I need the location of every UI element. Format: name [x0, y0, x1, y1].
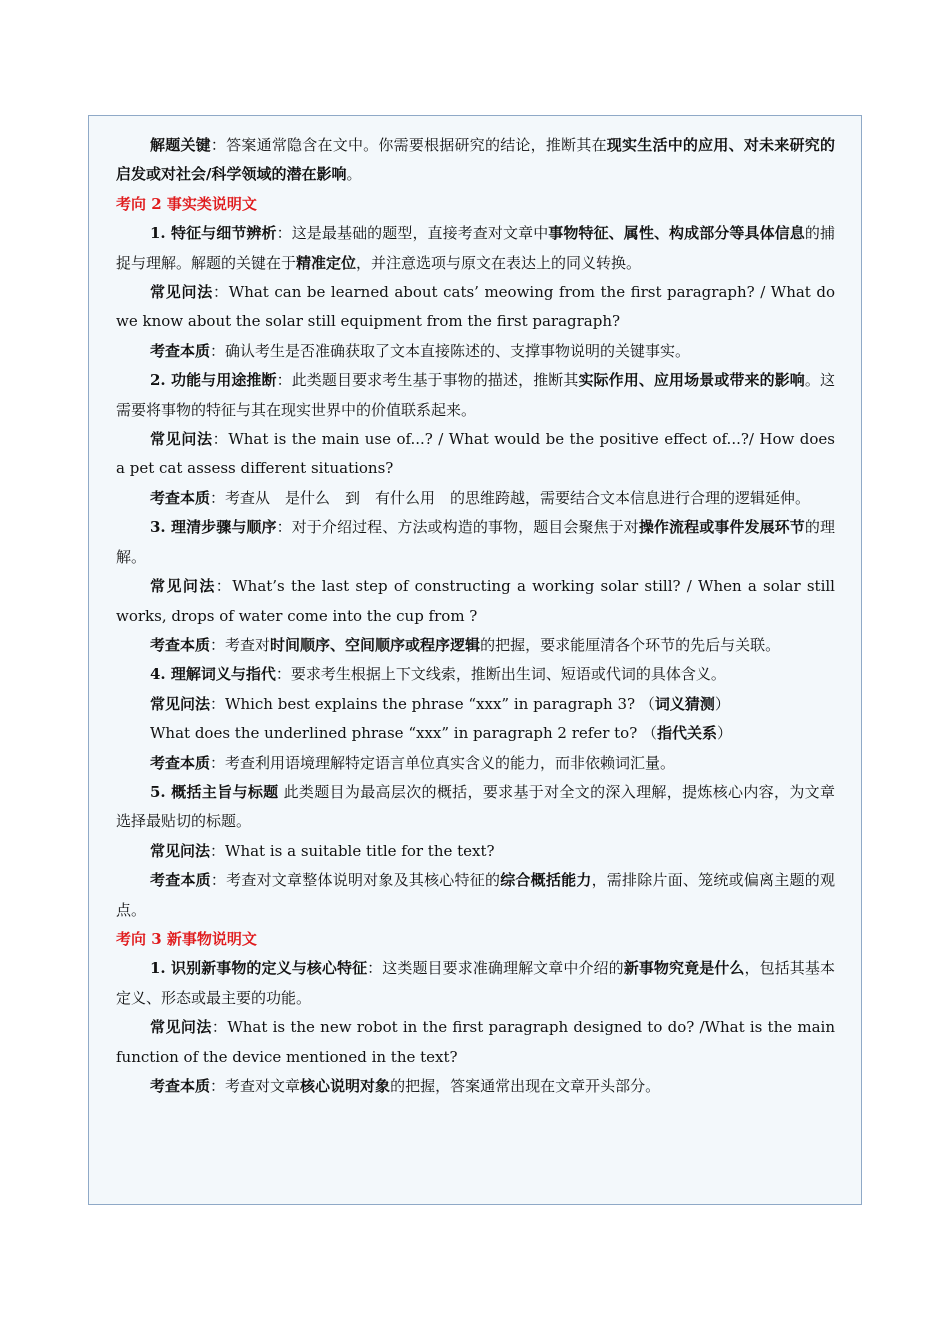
- item-2-q-text: What is the main use of...? / What would be the positive effect of...?/ How does a pet cat assess different situations?: [116, 430, 835, 478]
- item-4-question-2: [116, 719, 835, 748]
- item-5-e-text-2: ，需排除片面、笼统或偏离主题的观点。: [116, 871, 835, 919]
- item-2-text-2: 。这需要将事物的特征与其在现实世界中的价值联系起来。: [116, 371, 835, 419]
- intro-text-1: 答案通常隐含在文中。你需要根据研究的结论，推断其在: [226, 136, 607, 154]
- intro-bold-1: 现实生活中的应用、对未来研究的启发或对社会/科学领域的潜在影响: [116, 136, 835, 184]
- item-2-q-sep: ：: [212, 430, 229, 449]
- intro-sep: ：: [210, 136, 227, 154]
- item-4-essence: [116, 749, 835, 778]
- item-4-sep: ：: [275, 665, 291, 684]
- item-4-paragraph: [116, 660, 835, 689]
- item-1-e-label: 考查本质: [150, 341, 211, 360]
- item-3-heading: 3. 理清步骤与顺序: [150, 518, 277, 537]
- item-4-q-text-2: What does the underlined phrase “xxx” in paragraph 2 refer to? （: [150, 724, 658, 743]
- item-2-question: [116, 425, 835, 484]
- item-1-q-sep: ：: [213, 283, 229, 302]
- item-3-q-text: What’s the last step of constructing a working solar still? / When a solar still works, drops of water come into the cup from ?: [116, 577, 835, 625]
- item-1-question: [116, 278, 835, 337]
- item-3-q-sep: ：: [215, 577, 233, 596]
- s3-item-1-text-1: 这类题目要求准确理解文章中介绍的: [382, 959, 624, 978]
- item-1-bold-2: 精准定位: [296, 253, 357, 272]
- s3-item-1-paragraph: [116, 954, 835, 1013]
- item-5-question: [116, 837, 835, 866]
- item-4-q-text-1: Which best explains the phrase “xxx” in paragraph 3? （: [225, 694, 655, 713]
- item-3-essence: [116, 631, 835, 660]
- item-1-q-text: What can be learned about cats’ meowing from the first paragraph? / What do we know about the solar still equipment from the first paragraph?: [116, 283, 835, 331]
- intro-text-2: 。: [346, 165, 362, 184]
- item-2-bold-1: 实际作用、应用场景或带来的影响: [578, 371, 805, 390]
- item-4-q-label: 常见问法: [150, 694, 211, 713]
- item-4-q-text-2b: ）: [717, 724, 733, 743]
- intro-paragraph: [116, 131, 835, 190]
- s3-item-1-e-sep: ：: [210, 1077, 226, 1095]
- item-3-e-label: 考查本质: [150, 635, 211, 654]
- item-2-heading: 2. 功能与用途推断: [150, 371, 277, 390]
- item-1-text-2: 的捕捉与理解。解题的关键在于: [116, 224, 835, 272]
- item-3-text-1: 对于介绍过程、方法或构造的事物，题目会聚焦于对: [291, 518, 639, 537]
- item-3-q-label: 常见问法: [150, 577, 216, 596]
- item-1-paragraph: [116, 219, 835, 278]
- s3-item-1-heading: 1. 识别新事物的定义与核心特征: [150, 959, 368, 978]
- item-3-e-bold-1: 时间顺序、空间顺序或程序逻辑: [270, 635, 481, 654]
- item-5-paragraph: [116, 778, 835, 837]
- item-1-sep: ：: [276, 224, 292, 243]
- item-2-e-label: 考查本质: [150, 488, 211, 507]
- item-1-bold-1: 事物特征、属性、构成部分等具体信息: [548, 224, 805, 243]
- s3-item-1-bold-1: 新事物究竟是什么: [623, 959, 745, 978]
- item-3-question: [116, 572, 835, 631]
- item-5-q-sep: ：: [210, 841, 226, 860]
- item-2-text-1: 此类题目要求考生基于事物的描述，推断其: [291, 371, 579, 390]
- s3-item-1-e-label: 考查本质: [150, 1077, 211, 1095]
- item-2-e-sep: ：: [210, 488, 226, 507]
- item-1-text-3: ，并注意选项与原文在表达上的同义转换。: [356, 253, 642, 272]
- item-5-e-label: 考查本质: [150, 871, 211, 890]
- item-2-paragraph: [116, 366, 835, 425]
- s3-item-1-sep: ：: [367, 959, 383, 978]
- section-3-title: 考向 3 新事物说明文: [116, 929, 257, 948]
- item-1-e-sep: ：: [210, 341, 226, 360]
- item-2-sep: ：: [276, 371, 292, 390]
- section-2-title: 考向 2 事实类说明文: [116, 194, 257, 213]
- content-box: [88, 115, 862, 1205]
- s3-item-1-q-label: 常见问法: [150, 1018, 212, 1037]
- item-1-heading: 1. 特征与细节辨析: [150, 224, 277, 243]
- item-5-e-text-1: 考查对文章整体说明对象及其核心特征的: [226, 871, 501, 890]
- item-5-q-label: 常见问法: [150, 841, 211, 860]
- item-4-heading: 4. 理解词义与指代: [150, 665, 276, 684]
- item-4-q-sep: ：: [210, 694, 226, 713]
- item-3-e-text-2: 的把握，要求能厘清各个环节的先后与关联。: [480, 635, 781, 654]
- item-2-e-text: 考查从 是什么 到 有什么用 的思维跨越，需要结合文本信息进行合理的逻辑延伸。: [225, 488, 811, 507]
- item-5-q-text: What is a suitable title for the text?: [225, 841, 495, 860]
- item-5-e-bold-1: 综合概括能力: [500, 871, 592, 890]
- s3-item-1-question: [116, 1013, 835, 1072]
- item-4-e-text: 考查利用语境理解特定语言单位真实含义的能力，而非依赖词汇量。: [225, 753, 676, 772]
- item-2-q-label: 常见问法: [150, 430, 213, 449]
- s3-item-1-q-text: What is the new robot in the first paragraph designed to do? /What is the main function of the device mentioned in the text?: [116, 1018, 835, 1066]
- intro-label: 解题关键: [150, 136, 211, 154]
- item-5-essence: [116, 866, 835, 925]
- item-5-heading: 5. 概括主旨与标题: [150, 782, 279, 801]
- item-1-e-text: 确认考生是否准确获取了文本直接陈述的、支撑事物说明的关键事实。: [225, 341, 691, 360]
- item-4-text-1: 要求考生根据上下文线索，推断出生词、短语或代词的具体含义。: [290, 665, 726, 684]
- s3-item-1-e-text-2: 的把握，答案通常出现在文章开头部分。: [390, 1077, 661, 1095]
- s3-item-1-text-2: ，包括其基本定义、形态或最主要的功能。: [116, 959, 835, 1007]
- s3-item-1-e-text-1: 考查对文章: [225, 1077, 301, 1095]
- item-1-q-label: 常见问法: [150, 283, 214, 302]
- item-4-q-text-1b: ）: [714, 694, 730, 713]
- item-4-q-bold-1: 词义猜测: [654, 694, 715, 713]
- item-4-e-sep: ：: [210, 753, 226, 772]
- item-3-sep: ：: [276, 518, 292, 537]
- item-1-text-1: 这是最基础的题型，直接考查对文章中: [291, 224, 549, 243]
- s3-item-1-essence: [116, 1072, 835, 1101]
- item-3-paragraph: [116, 513, 835, 572]
- s3-item-1-q-sep: ：: [211, 1018, 228, 1037]
- item-3-bold-1: 操作流程或事件发展环节: [638, 518, 805, 537]
- item-3-e-sep: ：: [210, 635, 226, 654]
- item-4-e-label: 考查本质: [150, 753, 211, 772]
- s3-item-1-e-bold-1: 核心说明对象: [300, 1077, 391, 1095]
- item-3-text-2: 的理解。: [116, 518, 835, 566]
- item-5-text-1: 此类题目为最高层次的概括，要求基于对全文的深入理解，提炼核心内容，为文章选择最贴切的标题。: [116, 782, 835, 831]
- item-2-essence: [116, 484, 835, 513]
- item-1-essence: [116, 337, 835, 366]
- item-5-e-sep: ：: [210, 871, 227, 890]
- item-4-q-bold-2: 指代关系: [657, 724, 718, 743]
- item-3-e-text-1: 考查对: [225, 635, 271, 654]
- item-4-question-1: [116, 690, 835, 719]
